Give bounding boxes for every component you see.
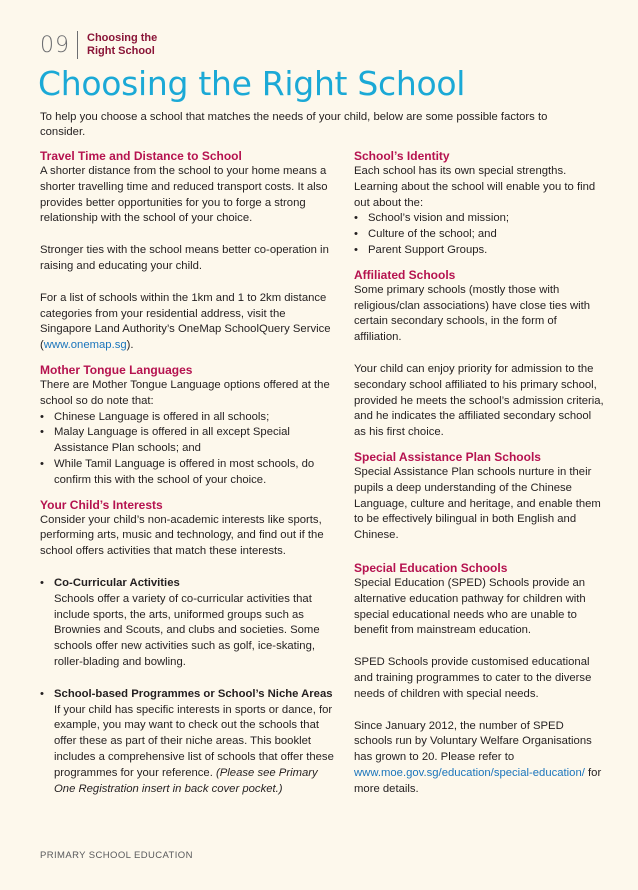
bullet-list [40, 410, 335, 489]
cca-item: • Co-Curricular Activities Schools offer a variety of co-curricular activities that include sports, the arts, uniformed groups such as Brownies and Scouts, and clubs and societies. Some schools offer new activities such as golf, ice-skating, roller-blading and bowling. [40, 576, 335, 671]
section-mother-tongue [40, 362, 335, 489]
paragraph: There are Mother Tongue Language options offered at the school so do note that: [40, 378, 330, 407]
paragraph: SPED Schools provide customised educational and training programmes to cater to the diverse needs of children with special needs. [354, 656, 592, 700]
paragraph: Special Education (SPED) Schools provide an alternative education pathway for children with special educational needs who are unable to benefit from mainstream education. [354, 576, 586, 637]
niche-item: • School-based Programmes or School’s Niche Areas If your child has specific interests in sports or dance, for example, you may want to check out the schools that offer these as part of their niche areas. This booklet includes a comprehensive list of schools that offer these programmes for your reference. (Please see Primary One Registration insert in back cover pocket.) [40, 687, 335, 798]
section-heading: Affiliated Schools [354, 267, 456, 282]
list-item: • School’s vision and mission; [354, 212, 510, 225]
list-item: • Malay Language is offered in all except Special Assistance Plan schools; and [40, 426, 290, 455]
section-heading: Special Assistance Plan Schools [354, 449, 541, 464]
insert-note: (Please see Primary One Registration insert in back cover pocket.) [54, 766, 318, 795]
chapter-header [40, 30, 167, 60]
section-interests [40, 497, 335, 798]
paragraph: Consider your child’s non-academic interests like sports, performing arts, music and technology, and find out if the school offers activities that match these interests. [40, 513, 324, 558]
chapter-divider [77, 31, 78, 59]
section-sped [354, 560, 604, 798]
list-item: • Chinese Language is offered in all schools; [40, 410, 270, 423]
paragraph: Since January 2012, the number of SPED schools run by Voluntary Welfare Organisations has grown to 20. Please refer to www.moe.gov.sg/education/special-education/ for more details. [354, 719, 602, 795]
chapter-number: 09 [40, 32, 70, 58]
section-sap [354, 449, 604, 544]
list-item: • While Tamil Language is offered in most schools, do confirm this with the school of your choice. [40, 457, 315, 486]
onemap-link[interactable]: www.onemap.sg [43, 339, 127, 352]
bullet-list [354, 211, 604, 258]
paragraph: Special Assistance Plan schools nurture in their pupils a deep understanding of the Chinese Language, culture and heritage, and enable them to be effectively bilingual in both English and Chinese. [354, 465, 601, 542]
page-title: Choosing the Right School [38, 64, 466, 103]
sub-heading: School-based Programmes or School’s Niche Areas [54, 687, 333, 700]
section-identity [354, 148, 604, 259]
section-heading: Special Education Schools [354, 560, 508, 575]
sub-text: If your child has specific interests in sports or dance, for example, you may want to check out the schools that offer these as part of their niche areas. This booklet includes a comprehensive list of schools that offer these programmes for your reference. (Please see Primary One Registration insert in back cover pocket.) [54, 703, 334, 795]
section-affiliated [354, 267, 604, 441]
paragraph: Some primary schools (mostly those with religious/clan associations) have close ties with certain secondary schools, in the form of affiliation. [354, 283, 591, 344]
intro-text: To help you choose a school that matches the needs of your child, below are some possible factors to consider. [40, 111, 548, 138]
right-column [354, 148, 604, 798]
sub-text: Schools offer a variety of co-curricular activities that include sports, the arts, uniformed groups such as Brownies and Scouts, and clubs and societies. Some schools offer new activities such as golf, ice-skating, roller-blading and bowling. [54, 592, 320, 668]
list-item: • Parent Support Groups. [354, 243, 488, 256]
moe-link[interactable]: www.moe.gov.sg/education/special-education/ [354, 766, 585, 779]
list-item: • Culture of the school; and [354, 228, 497, 241]
chapter-title: Choosing the Right School [87, 32, 158, 57]
paragraph: Your child can enjoy priority for admission to the secondary school affiliated to his primary school, provided he meets the school’s admission criteria, and he indicates the affiliated secondary school as his first choice. [354, 362, 604, 439]
section-heading: Mother Tongue Languages [40, 362, 193, 377]
section-heading: Your Child’s Interests [40, 497, 163, 512]
paragraph: Stronger ties with the school means better co-operation in raising and educating your child. [40, 244, 329, 272]
left-column [40, 148, 335, 797]
paragraph: For a list of schools within the 1km and 1 to 2km distance categories from your residential address, visit the Singapore Land Authority’s OneMap SchoolQuery Service (www.onemap.sg). [40, 291, 331, 352]
sub-heading: Co-Curricular Activities [54, 576, 180, 589]
section-heading: School’s Identity [354, 149, 450, 163]
paragraph: A shorter distance from the school to your home means a shorter travelling time and reduced transport costs. It also provides better opportunities for you to forge a strong relationship with the school of your choice. [40, 165, 328, 225]
section-heading: Travel Time and Distance to School [40, 149, 242, 163]
section-travel [40, 148, 335, 354]
paragraph: Each school has its own special strengths. Learning about the school will enable you to find out about the: [354, 165, 596, 209]
footer-label: PRIMARY SCHOOL EDUCATION [40, 850, 193, 861]
